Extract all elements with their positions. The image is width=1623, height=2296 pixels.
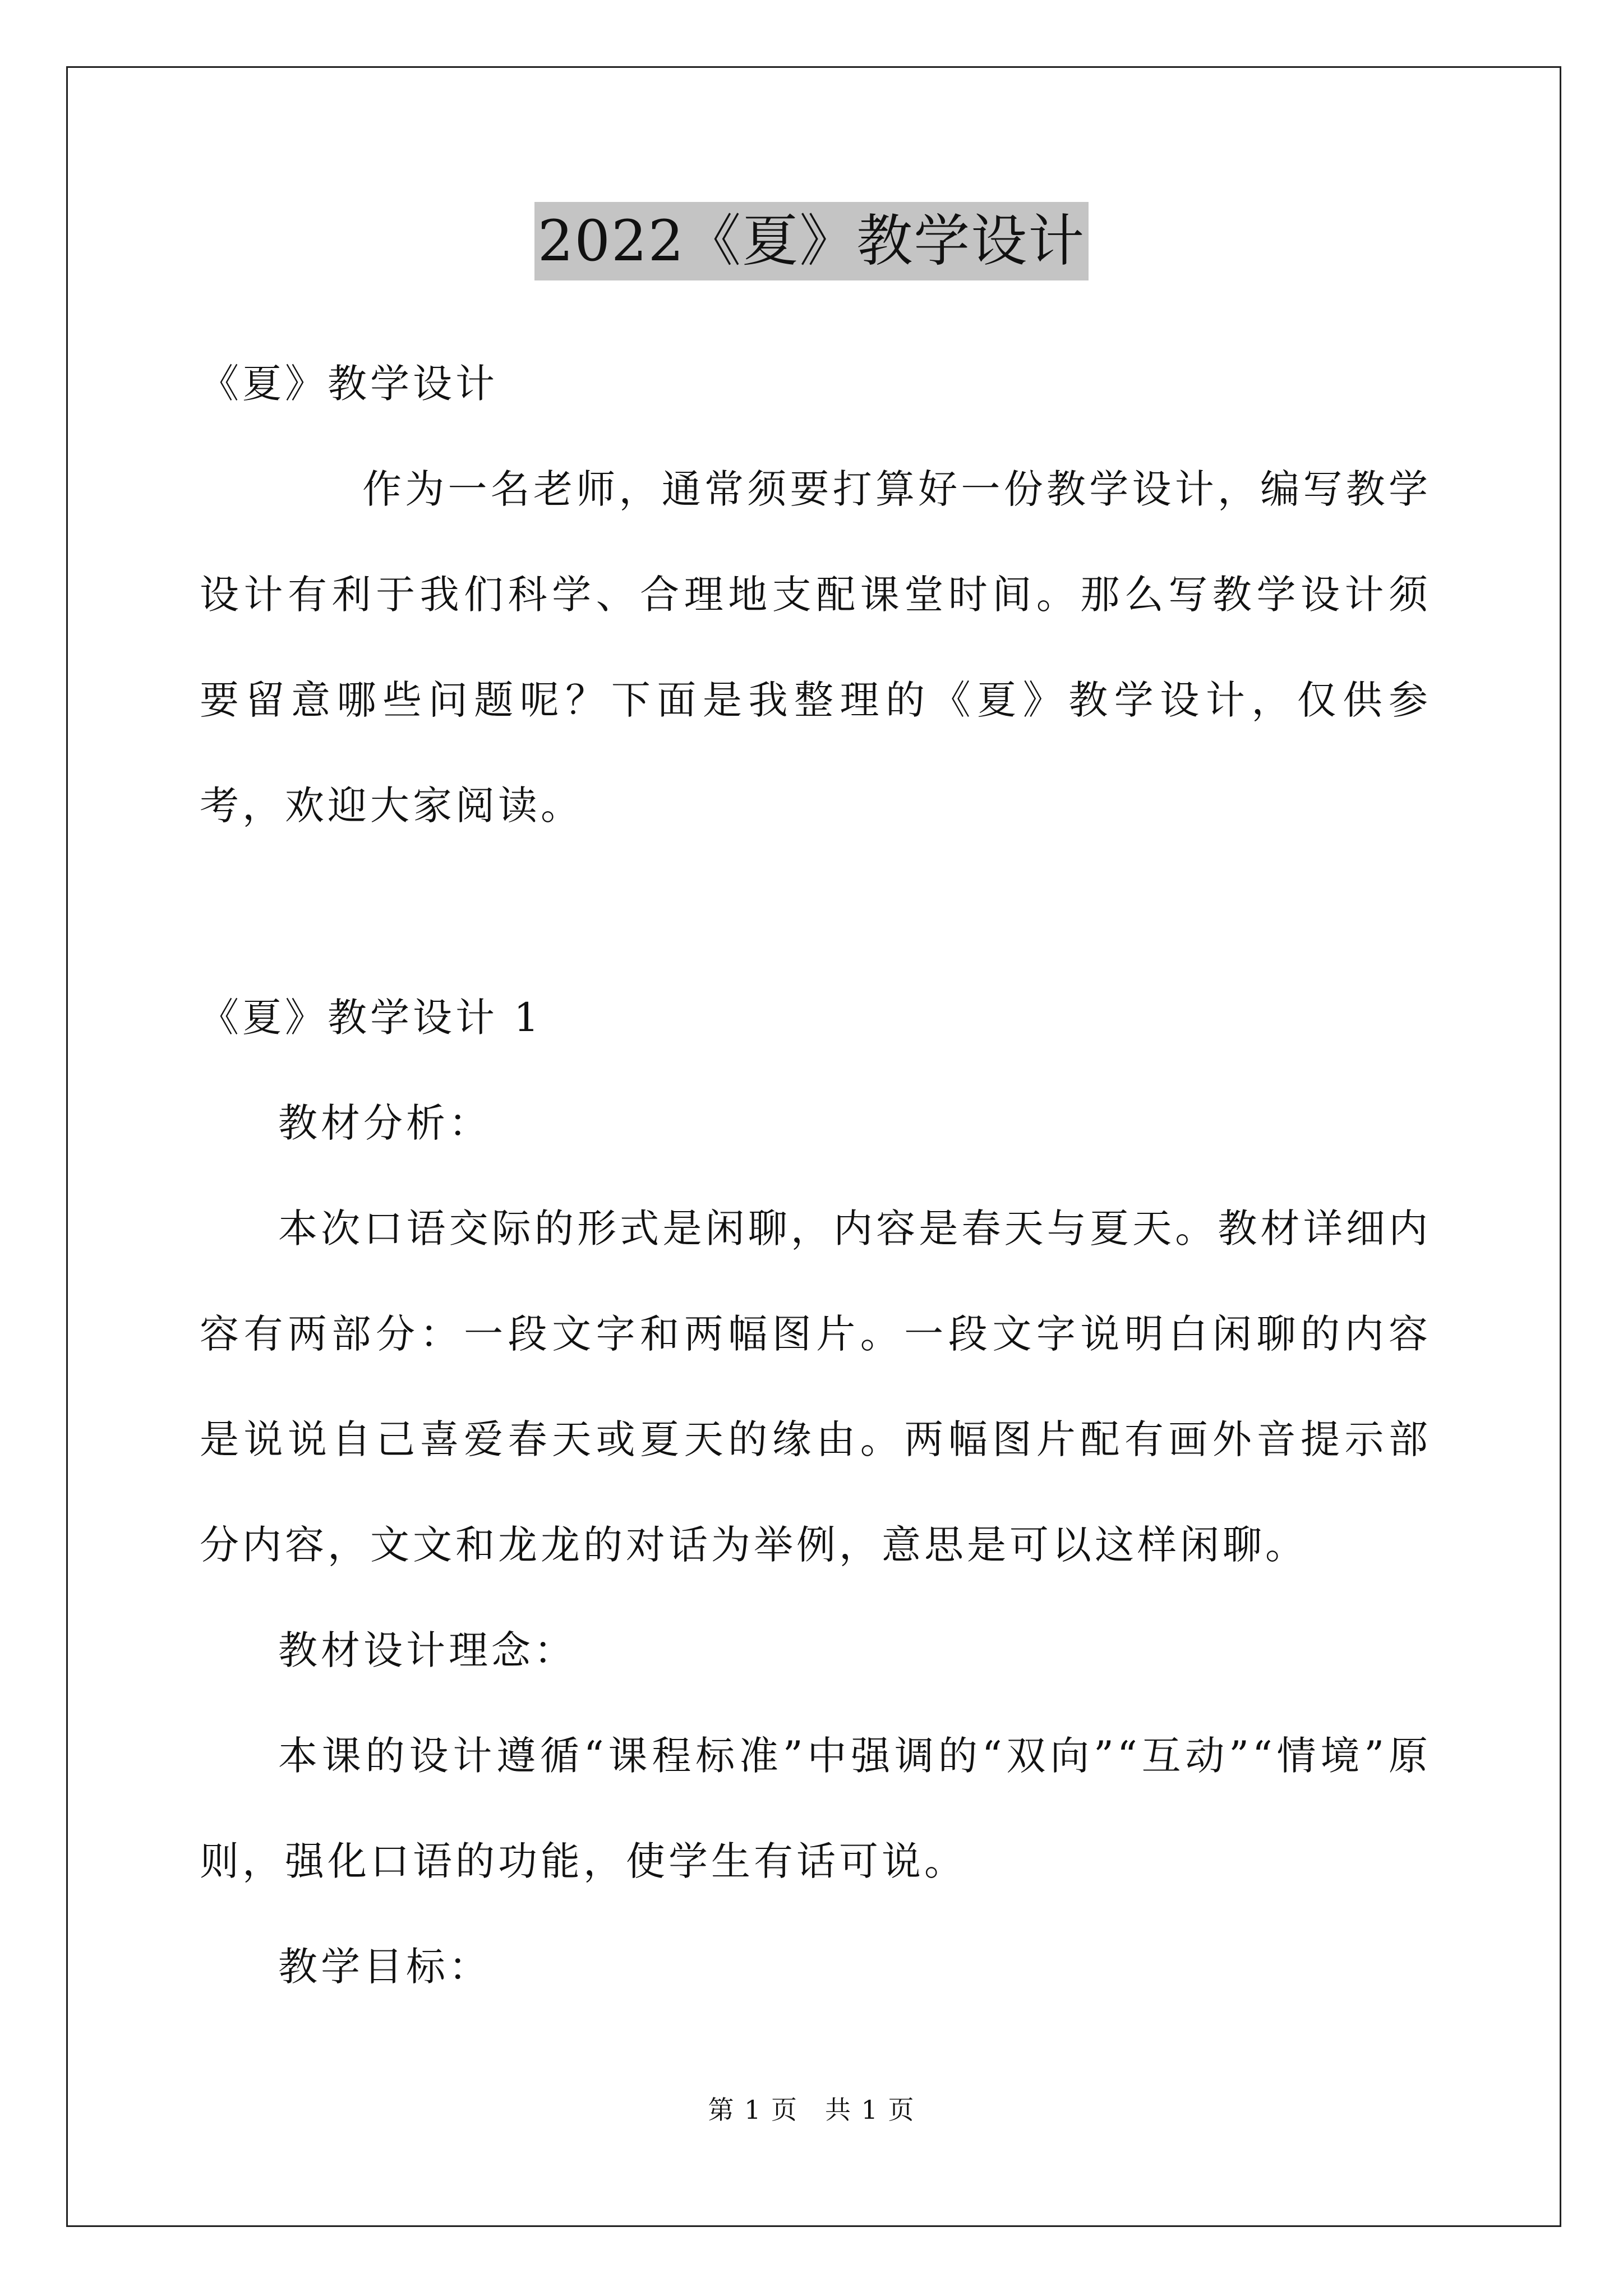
teaching-goal-label: 教学目标： — [278, 1944, 491, 1990]
document-title: 2022《夏》教学设计 — [534, 202, 1089, 280]
intro-paragraph: 作为一名老师，通常须要打算好一份教学设计，编写教学设计有利于我们科学、合理地支配课堂时间。那么写教学设计须要留意哪些问题呢？下面是我整理的《夏》教学设计，仅供参考，欢迎大家阅读。 — [200, 466, 1431, 829]
section-spacer — [200, 858, 1431, 965]
section-heading: 《夏》教学设计 1 — [200, 995, 542, 1041]
material-analysis-paragraph: 本次口语交际的形式是闲聊，内容是春天与夏天。教材详细内容有两部分：一段文字和两幅图片。一段文字说明白闲聊的内容是说说自己喜爱春天或夏天的缘由。两幅图片配有画外音提示部分内容，文文和龙龙的对话为举例，意思是可以这样闲聊。 — [200, 1205, 1431, 1568]
document-body — [200, 331, 1431, 2019]
design-concept-label: 教材设计理念： — [278, 1627, 577, 1673]
page-footer: 第 1 页 共 1 页 — [708, 2095, 915, 2125]
subtitle: 《夏》教学设计 — [200, 361, 498, 407]
title-container — [0, 202, 1623, 280]
material-analysis-label: 教材分析： — [278, 1100, 491, 1146]
design-concept-paragraph: 本课的设计遵循“课程标准”中强调的“双向”“互动”“情境”原则，强化口语的功能，使学生有话可说。 — [200, 1733, 1431, 1884]
